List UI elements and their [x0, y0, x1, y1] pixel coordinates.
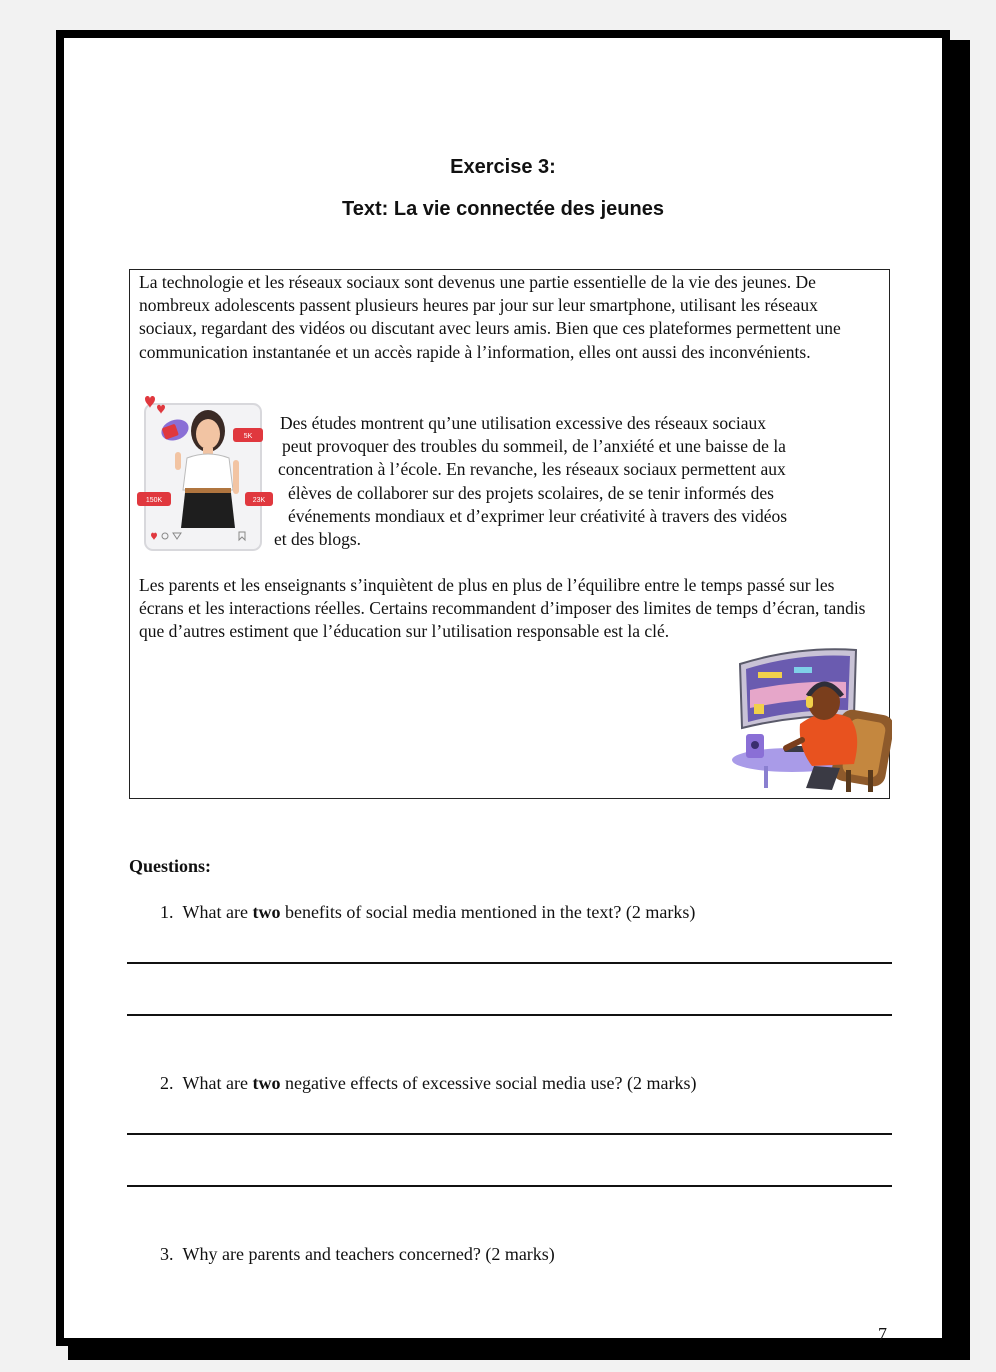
paragraph-2-line: Des études montrent qu’une utilisation excessive des réseaux sociaux [280, 413, 766, 433]
question-text: What are [182, 1073, 253, 1093]
reading-text-box [129, 269, 890, 799]
question-text: benefits of social media mentioned in the text? (2 marks) [280, 902, 696, 922]
question-text: negative effects of excessive social media use? (2 marks) [280, 1073, 697, 1093]
question-1 [160, 902, 695, 923]
paragraph-2-line: peut provoquer des troubles du sommeil, de l’anxiété et une baisse de la [282, 436, 786, 457]
answer-line[interactable] [127, 1185, 892, 1187]
question-number: 1. [160, 902, 174, 922]
question-text: Why are parents and teachers concerned? (2 marks) [182, 1244, 555, 1264]
followers-badge: 5K [243, 433, 253, 440]
question-emphasis: two [252, 1073, 281, 1093]
answer-line[interactable] [127, 1133, 892, 1135]
page-number: 7 [878, 1324, 887, 1344]
question-number: 3. [160, 1244, 174, 1264]
question-text: What are [182, 902, 253, 922]
paragraph-2-line: concentration à l’école. En revanche, les réseaux sociaux permettent aux [278, 459, 786, 480]
comments-badge: 23K [252, 497, 266, 504]
paragraph-2-line: et des blogs. [274, 529, 362, 550]
question-emphasis: two [252, 902, 281, 922]
answer-line[interactable] [127, 962, 892, 964]
questions-heading: Questions: [129, 856, 212, 876]
paragraph-3: Les parents et les enseignants s’inquiètent de plus en plus de l’équilibre entre le temps passé sur les écrans et les interactions réelles. Certains recommandent d’imposer des limites de temps d’écran, tandis que d’autres estiment que l’éducation sur l’utilisation responsable est la clé. [139, 575, 866, 642]
question-3 [160, 1244, 555, 1265]
paragraph-2-line: événements mondiaux et d’exprimer leur créativité à travers des vidéos [288, 505, 788, 526]
worksheet-page [56, 30, 950, 1346]
social-media-girl-illustration [135, 388, 275, 553]
paragraph-1: La technologie et les réseaux sociaux sont devenus une partie essentielle de la vie des jeunes. De nombreux adolescents passent plusieurs heures par jour sur leur smartphone, utilisant les réseaux sociaux, regardant des vidéos ou discutant avec leurs amis. Bien que ces plateformes permettent une communication instantanée et un accès rapide à l’information, elles ont aussi des inconvénients. [139, 272, 841, 362]
text-title: Text: La vie connectée des jeunes [342, 198, 664, 220]
likes-badge: 150K [145, 497, 163, 504]
paragraph-2 [274, 412, 880, 551]
paragraph-2-line: élèves de collaborer sur des projets scolaires, de se tenir informés des [288, 482, 774, 503]
question-2 [160, 1073, 696, 1094]
exercise-title: Exercise 3: [450, 156, 556, 178]
question-number: 2. [160, 1073, 174, 1093]
answer-line[interactable] [127, 1014, 892, 1016]
gamer-illustration [728, 642, 892, 797]
